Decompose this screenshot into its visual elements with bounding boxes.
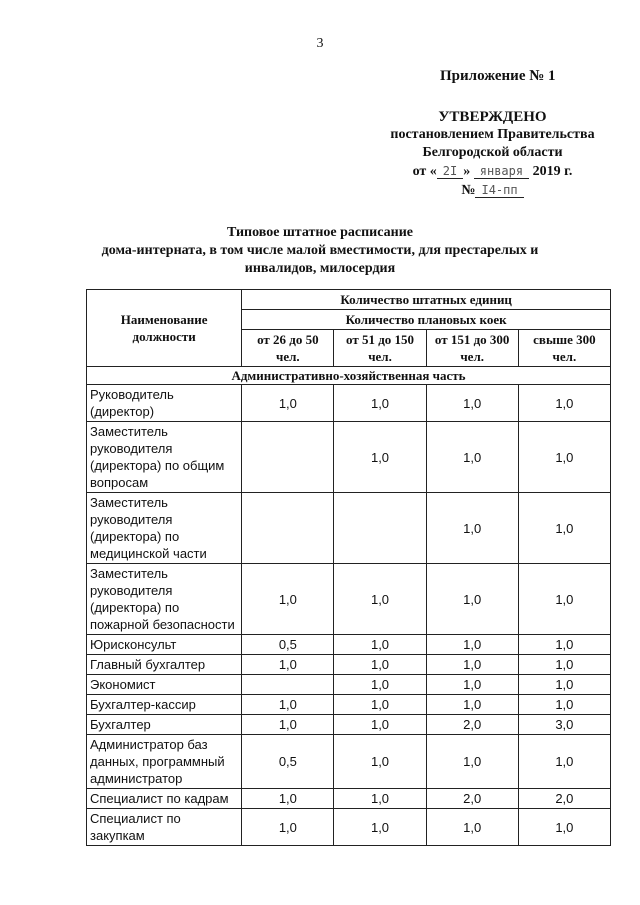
header-col-3: от 151 до 300 чел. <box>426 330 518 367</box>
approval-number <box>370 181 615 200</box>
date-prefix: от « <box>412 164 437 179</box>
row-value: 1,0 <box>242 809 334 846</box>
date-year: 2019 г. <box>532 164 573 179</box>
row-value: 1,0 <box>518 675 610 695</box>
row-value <box>242 493 334 564</box>
row-value: 1,0 <box>518 809 610 846</box>
table-row <box>87 635 611 655</box>
row-value: 1,0 <box>334 635 426 655</box>
row-value: 1,0 <box>334 564 426 635</box>
title-line-1: Типовое штатное расписание <box>227 225 413 240</box>
approval-line-2: Белгородской области <box>422 145 563 160</box>
table-row <box>87 385 611 422</box>
row-value: 1,0 <box>334 715 426 735</box>
row-value: 1,0 <box>426 385 518 422</box>
header-col-1: от 26 до 50 чел. <box>242 330 334 367</box>
row-value: 0,5 <box>242 735 334 789</box>
row-value: 1,0 <box>518 422 610 493</box>
row-name: Заместитель руководителя (директора) по общим вопросам <box>87 422 242 493</box>
row-value: 1,0 <box>334 422 426 493</box>
row-value: 1,0 <box>242 695 334 715</box>
header-planned-beds: Количество плановых коек <box>242 310 611 330</box>
row-value: 2,0 <box>426 715 518 735</box>
resolution-number: I4-пп <box>475 183 523 198</box>
header-position-name: Наименование должности <box>87 290 242 367</box>
title-line-2: дома-интерната, в том числе малой вместимости, для престарелых и <box>101 243 539 258</box>
row-name: Заместитель руководителя (директора) по пожарной безопасности <box>87 564 242 635</box>
date-month: января <box>474 164 529 179</box>
row-value: 1,0 <box>426 422 518 493</box>
row-name: Специалист по кадрам <box>87 789 242 809</box>
document-title <box>60 224 580 278</box>
number-prefix: № <box>461 183 476 198</box>
row-value: 2,0 <box>518 789 610 809</box>
row-name: Администратор баз данных, программный администратор <box>87 735 242 789</box>
row-value: 1,0 <box>426 493 518 564</box>
header-col-4: свыше 300 чел. <box>518 330 610 367</box>
row-value: 1,0 <box>334 675 426 695</box>
row-name: Руководитель (директор) <box>87 385 242 422</box>
row-value: 1,0 <box>334 655 426 675</box>
date-day: 2I <box>437 164 463 179</box>
appendix-label: Приложение № 1 <box>440 68 556 84</box>
table-row <box>87 675 611 695</box>
row-name: Бухгалтер <box>87 715 242 735</box>
row-value <box>334 493 426 564</box>
row-value: 1,0 <box>242 715 334 735</box>
approval-block <box>370 108 615 200</box>
row-name: Специалист по закупкам <box>87 809 242 846</box>
table-row <box>87 695 611 715</box>
row-value: 1,0 <box>334 385 426 422</box>
row-value: 1,0 <box>426 695 518 715</box>
row-name: Бухгалтер-кассир <box>87 695 242 715</box>
row-value: 1,0 <box>518 385 610 422</box>
row-value: 1,0 <box>518 635 610 655</box>
row-value: 1,0 <box>334 695 426 715</box>
row-value: 0,5 <box>242 635 334 655</box>
row-value <box>242 422 334 493</box>
row-value: 1,0 <box>518 735 610 789</box>
row-name: Юрисконсульт <box>87 635 242 655</box>
section-header: Административно-хозяйственная часть <box>87 367 611 385</box>
row-value: 1,0 <box>242 789 334 809</box>
approved-heading: УТВЕРЖДЕНО <box>438 109 547 125</box>
date-mid: » <box>463 164 471 179</box>
approval-line-1: постановлением Правительства <box>390 127 595 142</box>
table-row <box>87 564 611 635</box>
table-row <box>87 422 611 493</box>
row-name: Заместитель руководителя (директора) по медицинской части <box>87 493 242 564</box>
row-value: 1,0 <box>334 789 426 809</box>
row-value: 1,0 <box>242 655 334 675</box>
staff-table <box>86 289 611 846</box>
row-value: 1,0 <box>426 564 518 635</box>
approval-date <box>370 162 615 181</box>
row-value: 1,0 <box>518 493 610 564</box>
table-row <box>87 809 611 846</box>
header-staff-units: Количество штатных единиц <box>242 290 611 310</box>
table-row <box>87 715 611 735</box>
row-name: Экономист <box>87 675 242 695</box>
row-name: Главный бухгалтер <box>87 655 242 675</box>
table-row <box>87 735 611 789</box>
row-value <box>242 675 334 695</box>
row-value: 1,0 <box>426 675 518 695</box>
row-value: 1,0 <box>518 695 610 715</box>
row-value: 1,0 <box>426 635 518 655</box>
row-value: 1,0 <box>518 564 610 635</box>
row-value: 1,0 <box>334 809 426 846</box>
row-value: 1,0 <box>426 735 518 789</box>
row-value: 3,0 <box>518 715 610 735</box>
table-row <box>87 493 611 564</box>
row-value: 1,0 <box>518 655 610 675</box>
header-col-2: от 51 до 150 чел. <box>334 330 426 367</box>
row-value: 1,0 <box>334 735 426 789</box>
row-value: 1,0 <box>426 655 518 675</box>
row-value: 2,0 <box>426 789 518 809</box>
row-value: 1,0 <box>242 564 334 635</box>
table-row <box>87 789 611 809</box>
row-value: 1,0 <box>242 385 334 422</box>
title-line-3: инвалидов, милосердия <box>244 261 396 276</box>
table-row <box>87 655 611 675</box>
row-value: 1,0 <box>426 809 518 846</box>
page-number: 3 <box>316 36 324 51</box>
